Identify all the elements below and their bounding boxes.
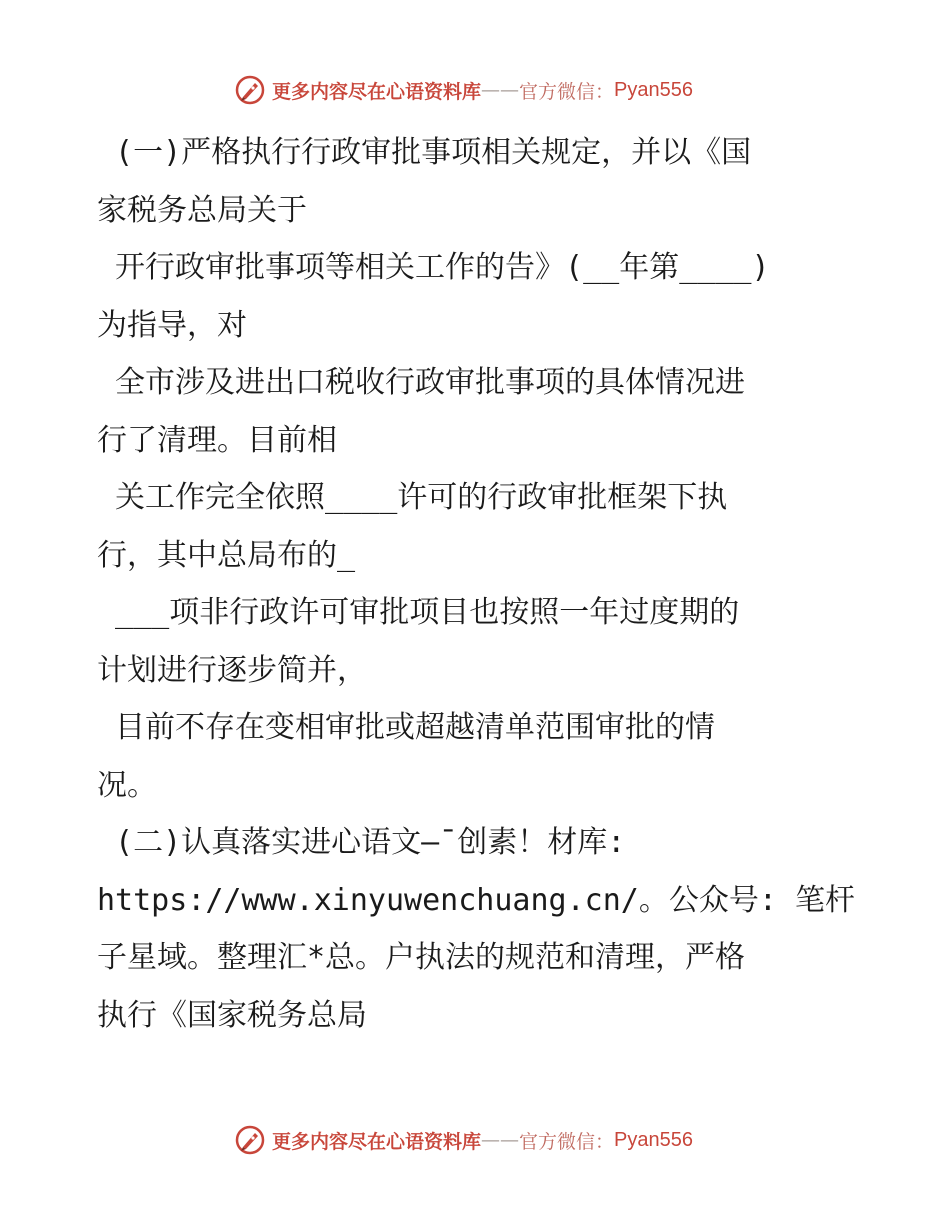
text-line: (一)严格执行行政审批事项相关规定，并以《国 <box>97 135 752 170</box>
header-banner <box>0 70 950 110</box>
text-line: 为指导，对 <box>97 307 247 343</box>
text-line: 况。 <box>97 767 157 803</box>
banner-wechat-id: Pyan556 <box>614 1128 693 1151</box>
text-line: 子星域。整理汇*总。户执法的规范和清理，严格 <box>97 940 746 975</box>
document-body <box>97 124 857 1044</box>
banner-title: 更多内容尽在心语资料库 <box>272 80 482 103</box>
banner-wechat-label: 官方微信： <box>519 1130 615 1153</box>
text-line: (二)认真落实进心语文—¯创素！材库: <box>97 825 626 860</box>
banner-separator: —— <box>481 1129 520 1151</box>
banner-wechat-label: 官方微信： <box>519 80 615 103</box>
text-line: 开行政审批事项等相关工作的告》(__年第____) <box>97 250 770 285</box>
text-line: 行，其中总局布的_ <box>97 537 356 573</box>
footer-banner <box>0 1120 950 1160</box>
text-line: 行了清理。目前相 <box>97 422 337 458</box>
text-line: 执行《国家税务总局 <box>97 997 367 1033</box>
text-line: https://www.xinyuwenchuang.cn/。公众号: 笔杆 <box>97 882 855 918</box>
banner-separator: —— <box>481 79 520 101</box>
text-line: 计划进行逐步简并， <box>97 652 367 688</box>
pen-logo-icon <box>234 1124 266 1156</box>
banner-wechat-id: Pyan556 <box>614 78 693 101</box>
text-line: 家税务总局关于 <box>97 192 307 228</box>
text-line: 目前不存在变相审批或超越清单范围审批的情 <box>97 710 716 745</box>
text-line: 关工作完全依照____许可的行政审批框架下执 <box>97 480 728 515</box>
pen-logo-icon <box>234 74 266 106</box>
text-line: ___项非行政许可审批项目也按照一年过度期的 <box>97 595 740 630</box>
text-line: 全市涉及进出口税收行政审批事项的具体情况进 <box>97 365 746 400</box>
banner-title: 更多内容尽在心语资料库 <box>272 1130 482 1153</box>
